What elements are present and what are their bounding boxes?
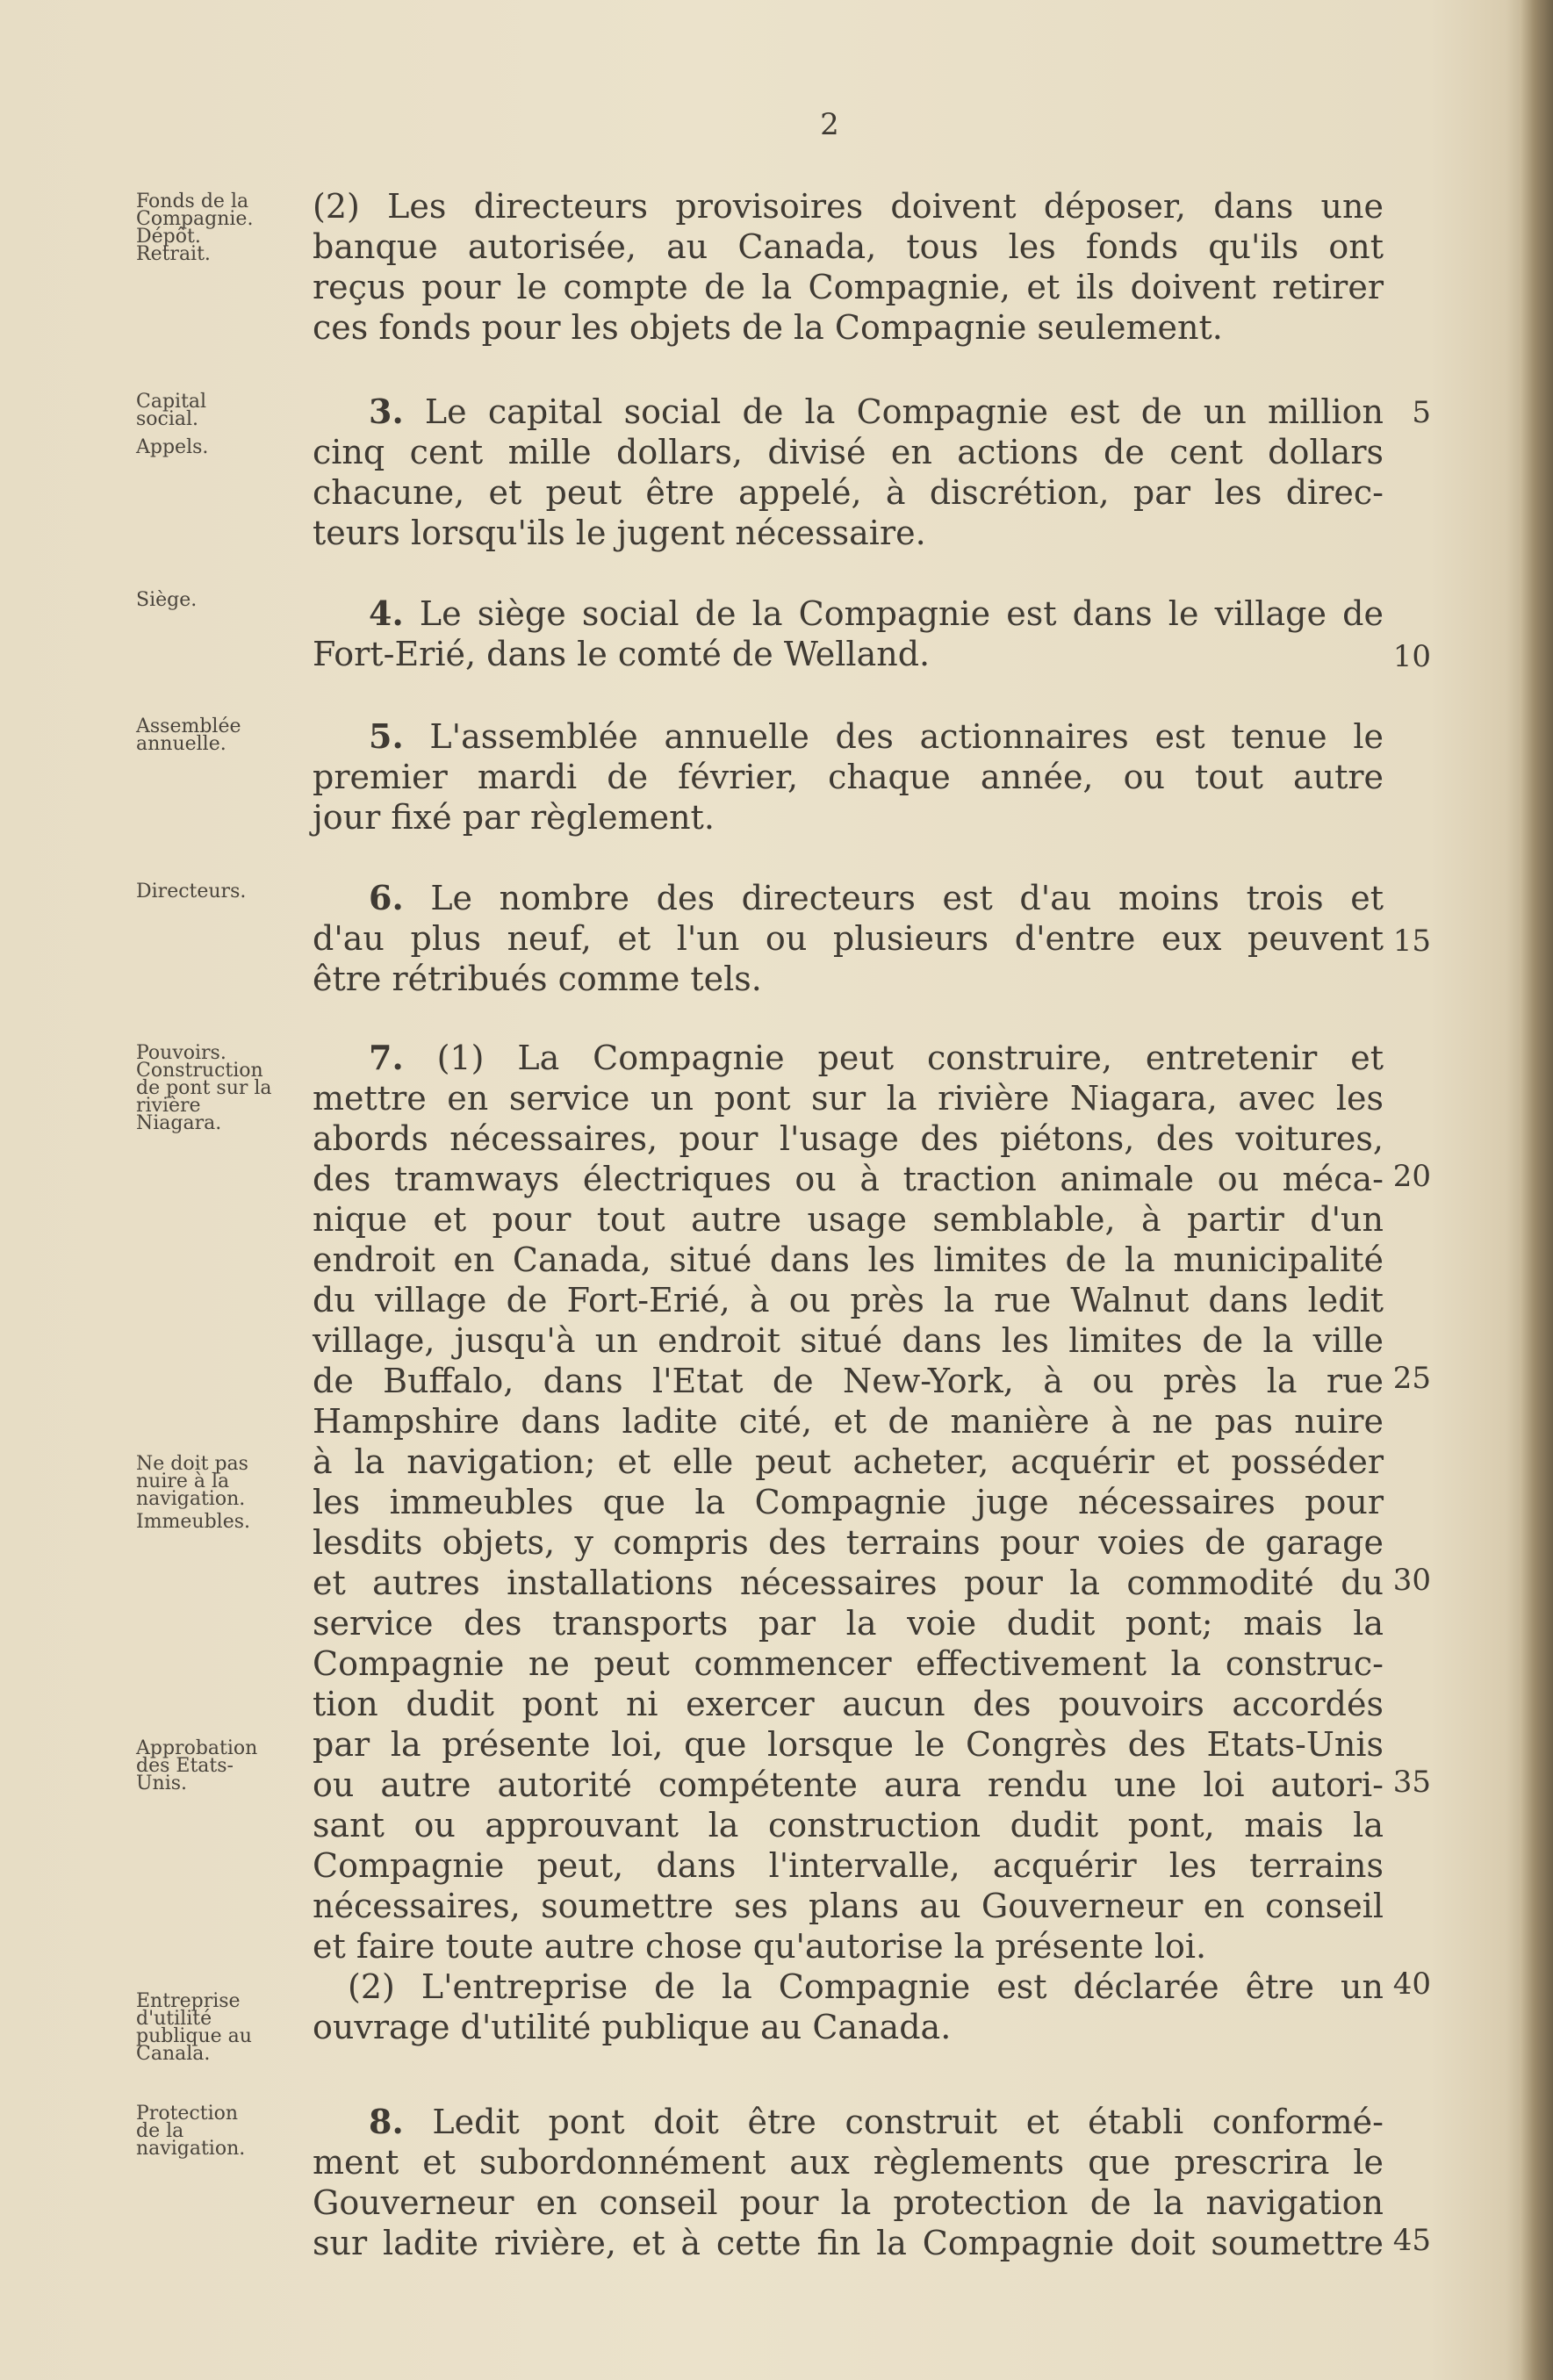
text-line: service des transports par la voie dudit pont; mais la	[313, 1604, 1384, 1643]
margin-note-line: publique au	[136, 2025, 252, 2047]
margin-note-line: de la	[136, 2120, 184, 2142]
margin-note-line: Fonds de la	[136, 191, 249, 212]
text-line: lesdits objets, y compris des terrains pour voies de garage	[313, 1523, 1384, 1562]
margin-note-line: Construction	[136, 1060, 263, 1082]
margin-note-line: Canala.	[136, 2043, 211, 2065]
margin-note-line: Pouvoirs.	[136, 1042, 226, 1064]
text-line-first	[313, 392, 1384, 432]
section-number: 5.	[369, 716, 404, 756]
text-line: banque autorisée, au Canada, tous les fonds qu'ils ont	[313, 227, 1384, 266]
margin-note-line: d'utilité	[136, 2008, 212, 2030]
line-number: 15	[1392, 924, 1431, 959]
margin-note-line: Assemblée	[136, 715, 241, 737]
margin-note-approbation	[136, 1737, 298, 1794]
margin-note-line: navigation.	[136, 2138, 246, 2160]
section-number: 8.	[369, 2102, 404, 2141]
line-number: 30	[1392, 1563, 1431, 1598]
text-line: mettre en service un pont sur la rivière Niagara, avec les	[313, 1079, 1384, 1118]
margin-note-line: Niagara.	[136, 1112, 222, 1134]
text-line: nique et pour tout autre usage semblable, à partir d'un	[313, 1200, 1384, 1239]
margin-note-line: Immeubles.	[136, 1511, 251, 1533]
text-line: sur ladite rivière, et à cette fin la Compagnie doit soumettre	[313, 2224, 1384, 2262]
margin-note-line: Dépôt.	[136, 226, 201, 248]
text-line: de Buffalo, dans l'Etat de New-York, à ou près la rue	[313, 1362, 1384, 1400]
margin-note-siege	[136, 589, 298, 611]
margin-note-line: Appels.	[136, 436, 209, 458]
margin-note-line: Approbation	[136, 1737, 258, 1759]
text-line: nécessaires, soumettre ses plans au Gouverneur en conseil	[313, 1887, 1384, 1925]
text-line-first	[313, 716, 1384, 757]
text-line: reçus pour le compte de la Compagnie, et ils doivent retirer	[313, 268, 1384, 306]
text-line: abords nécessaires, pour l'usage des piétons, des voitures,	[313, 1119, 1384, 1158]
text-line: et faire toute autre chose qu'autorise la présente loi.	[313, 1927, 1207, 1966]
margin-note-line: rivière	[136, 1095, 201, 1117]
margin-note-line: Capital	[136, 391, 207, 413]
text-line-first	[313, 2102, 1384, 2142]
text-line: Le siège social de la Compagnie est dans le village de	[419, 594, 1384, 633]
margin-note-navigation	[136, 1453, 298, 1533]
text-line: ou autre autorité compétente aura rendu une loi autori-	[313, 1765, 1384, 1804]
text-line: à la navigation; et elle peut acheter, acquérir et posséder	[313, 1442, 1384, 1481]
text-line: d'au plus neuf, et l'un ou plusieurs d'entre eux peuvent	[313, 919, 1384, 958]
line-number: 35	[1392, 1765, 1431, 1800]
margin-note-line: nuire à la	[136, 1470, 230, 1492]
margin-note-line: Entreprise	[136, 1990, 241, 2012]
section-number: 7.	[369, 1038, 404, 1077]
page-edge	[1520, 0, 1553, 2380]
margin-note-protection	[136, 2105, 298, 2158]
margin-note-assemblee	[136, 715, 298, 755]
text-line: (2) L'entreprise de la Compagnie est déclarée être un	[348, 1967, 1384, 2006]
margin-note-line: Ne doit pas	[136, 1453, 248, 1475]
text-line: teurs lorsqu'ils le jugent nécessaire.	[313, 514, 926, 552]
margin-note-fonds	[136, 193, 298, 263]
text-line: des tramways électriques ou à traction animale ou méca-	[313, 1160, 1384, 1198]
text-line: Le capital social de la Compagnie est de un million	[424, 392, 1384, 431]
text-line: par la présente loi, que lorsque le Congrès des Etats-Unis	[313, 1725, 1384, 1764]
section-2-text	[313, 186, 1384, 348]
text-line: ouvrage d'utilité publique au Canada.	[313, 2008, 952, 2046]
text-line: et autres installations nécessaires pour la commodité du	[313, 1564, 1384, 1602]
margin-note-line: social.	[136, 408, 199, 430]
line-number: 10	[1392, 639, 1431, 674]
page-number: 2	[820, 107, 839, 142]
text-line: Compagnie peut, dans l'intervalle, acquérir les terrains	[313, 1846, 1384, 1885]
margin-note-line: Directeurs.	[136, 881, 247, 902]
text-line: sant ou approuvant la construction dudit pont, mais la	[313, 1806, 1384, 1844]
section-5-text	[313, 716, 1384, 838]
text-line: être rétribués comme tels.	[313, 960, 762, 998]
text-line: (2) Les directeurs provisoires doivent déposer, dans une	[313, 187, 1384, 226]
margin-note-entreprise	[136, 1990, 298, 2065]
section-number: 4.	[369, 593, 404, 633]
text-line: Le nombre des directeurs est d'au moins trois et	[430, 879, 1384, 917]
text-line-first	[313, 593, 1384, 634]
section-3-text	[313, 392, 1384, 553]
text-line: jour fixé par règlement.	[313, 798, 715, 837]
margin-note-line: Unis.	[136, 1772, 188, 1794]
text-line: L'assemblée annuelle des actionnaires est tenue le	[429, 717, 1384, 756]
margin-note-capital	[136, 393, 298, 457]
margin-note-line: Siège.	[136, 589, 198, 611]
text-line: (1) La Compagnie peut construire, entretenir et	[436, 1039, 1384, 1077]
text-line: les immeubles que la Compagnie juge nécessaires pour	[313, 1483, 1384, 1521]
section-6-text	[313, 878, 1384, 999]
section-7-text	[313, 1038, 1384, 2047]
line-number: 25	[1392, 1361, 1431, 1396]
text-line: tion dudit pont ni exercer aucun des pouvoirs accordés	[313, 1685, 1384, 1723]
margin-note-line: de pont sur la	[136, 1077, 272, 1099]
text-line: ment et subordonnément aux règlements que prescrira le	[313, 2143, 1384, 2182]
text-line: Ledit pont doit être construit et établi conformé-	[432, 2103, 1384, 2141]
line-number: 45	[1392, 2223, 1431, 2258]
line-number: 40	[1392, 1967, 1431, 2002]
margin-note-line: Protection	[136, 2103, 239, 2125]
margin-note-line: Compagnie.	[136, 208, 254, 230]
text-line: Compagnie ne peut commencer effectivement la construc-	[313, 1644, 1384, 1683]
section-8-text	[313, 2102, 1384, 2263]
section-number: 6.	[369, 878, 404, 917]
text-line: endroit en Canada, situé dans les limites de la municipalité	[313, 1240, 1384, 1279]
text-line-first	[313, 878, 1384, 918]
text-line: ces fonds pour les objets de la Compagnie seulement.	[313, 308, 1223, 347]
section-4-text	[313, 593, 1384, 674]
margin-note-pouvoirs	[136, 1042, 298, 1134]
margin-note-line: navigation.	[136, 1488, 246, 1510]
text-line-first	[313, 1038, 1384, 1078]
text-line: Fort-Erié, dans le comté de Welland.	[313, 635, 931, 673]
text-line: Hampshire dans ladite cité, et de manière à ne pas nuire	[313, 1402, 1384, 1441]
margin-note-directeurs	[136, 883, 298, 901]
margin-note-line: Retrait.	[136, 243, 211, 265]
margin-note-line: des Etats-	[136, 1755, 234, 1777]
line-number: 5	[1412, 395, 1431, 430]
text-line: chacune, et peut être appelé, à discrétion, par les direc-	[313, 473, 1384, 512]
text-line: premier mardi de février, chaque année, ou tout autre	[313, 758, 1384, 796]
section-number: 3.	[369, 392, 404, 431]
line-number: 20	[1392, 1159, 1431, 1194]
text-line: du village de Fort-Erié, à ou près la rue Walnut dans ledit	[313, 1281, 1384, 1319]
text-line: Gouverneur en conseil pour la protection de la navigation	[313, 2183, 1384, 2222]
margin-note-line: annuelle.	[136, 733, 226, 755]
text-line: village, jusqu'à un endroit situé dans les limites de la ville	[313, 1321, 1384, 1360]
text-line: cinq cent mille dollars, divisé en actions de cent dollars	[313, 433, 1384, 471]
